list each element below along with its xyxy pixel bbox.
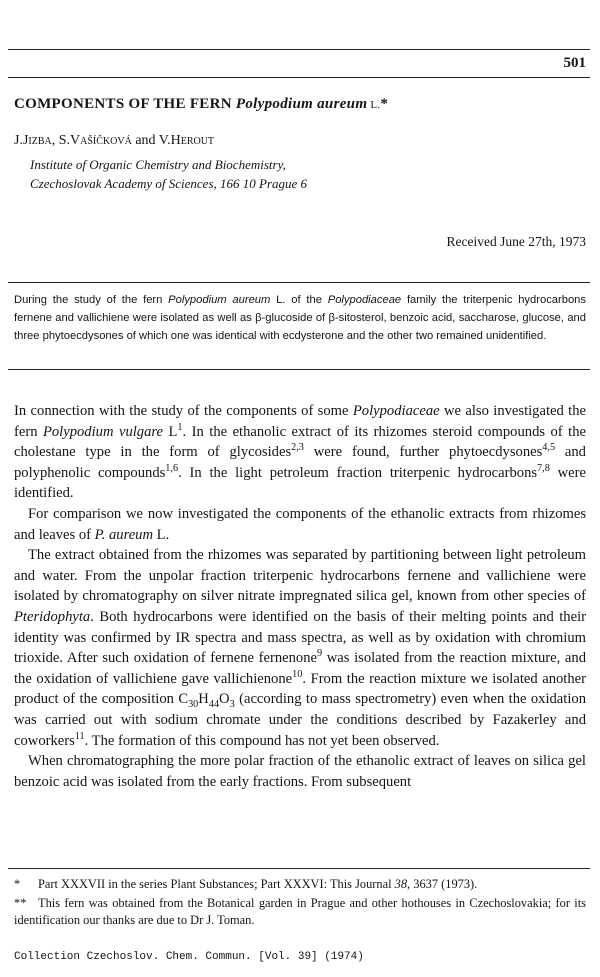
- citation: 9: [317, 648, 323, 660]
- citation: 1,6: [165, 462, 179, 474]
- abstract-bottom-rule: [8, 369, 590, 370]
- paragraph-1: In connection with the study of the components of some Polypodiaceae we also investigated the fern Polypodium vulgare $L^1$. In the ethanolic extract of its rhizomes steroid compounds of the cholestane type in the form of glycosides$^{2,3}$ were found, further phytoecdysones$^{4,5}$ and polyphenolic compounds$^{1,6}$. In the light petroleum fraction triterpenic hydrocarbons$^{7,8}$ were identified.: [14, 403, 586, 502]
- header-rule-lower: [8, 77, 590, 78]
- footnote-1: * Part XXXVII in the series Plant Substances; Part XXXVI: This Journal 38, 3637 (1973).: [14, 877, 478, 891]
- paragraph-4: When chromatographing the more polar fraction of the ethanolic extract of leaves on silica gel benzoic acid was isolated from the early fractions. From subsequent: [14, 753, 586, 790]
- footnote-rule: [8, 868, 590, 869]
- affiliation-line-2: Czechoslovak Academy of Sciences, 166 10 Prague 6: [30, 176, 308, 191]
- journal-footer: Collection Czechoslov. Chem. Commun. [Vol. 39] (1974): [14, 951, 364, 963]
- author-list: J.Jizba, S.Vašíčková and V.Herout: [14, 133, 215, 148]
- paragraph-3: The extract obtained from the rhizomes was separated by partitioning between light petroleum and water. From the unpolar fraction triterpenic hydrocarbons fernene and vallichiene were isolated by chromatography on silver nitrate impregnated silica gel, known from other species of Pteridophyta. Both hydrocarbons were identified on the basis of their melting points and their identity was confirmed by IR spectra and mass spectra, as well as by oxidation with chromium trioxide. After such oxidation of fernene fernenone$^9$ was isolated from the reaction mixture, and the oxidation of vallichiene gave vallichienone$^{10}$. From the reaction mixture we isolated another product of the composition $C_{30}H_{44}O_3$ (according to mass spectrometry) even when the oxidation was carried out with sodium chromate under the conditions described by Fazakerley and coworkers$^{11}$. The formation of this compound has not yet been observed.: [14, 547, 586, 749]
- affiliation-line-1: Institute of Organic Chemistry and Biochemistry,: [30, 157, 286, 172]
- citation: 4,5: [542, 442, 556, 454]
- header-rule: [8, 49, 590, 50]
- citation: 1: [177, 421, 183, 433]
- abstract-top-rule: [8, 282, 590, 283]
- main-text: [14, 401, 586, 792]
- page-number: 501: [563, 55, 586, 71]
- citation: 11: [74, 730, 85, 742]
- article-title: COMPONENTS OF THE FERN Polypodium aureum L.*: [14, 96, 389, 112]
- abstract: During the study of the fern Polypodium aureum L. of the Polypodiaceae family the triterpenic hydrocarbons fernene and vallichiene were isolated as well as β-glucoside of β-sitosterol, benzoic acid, saccharose, glucose, and three phytoecdysones of which one was identical with ecdysterone and the other two remained unidentified.: [14, 294, 586, 342]
- citation: 2,3: [291, 442, 304, 454]
- citation: 7,8: [537, 462, 550, 474]
- paragraph-2: For comparison we now investigated the components of the ethanolic extracts from rhizomes and leaves of P. aureum L.: [14, 505, 586, 543]
- citation: 10: [292, 668, 303, 680]
- received-date: Received June 27th, 1973: [446, 234, 586, 249]
- footnote-2: ** This fern was obtained from the Botanical garden in Prague and other hothouses in Czechoslovakia; for its identification our thanks are due to Dr J. Toman.: [14, 896, 586, 927]
